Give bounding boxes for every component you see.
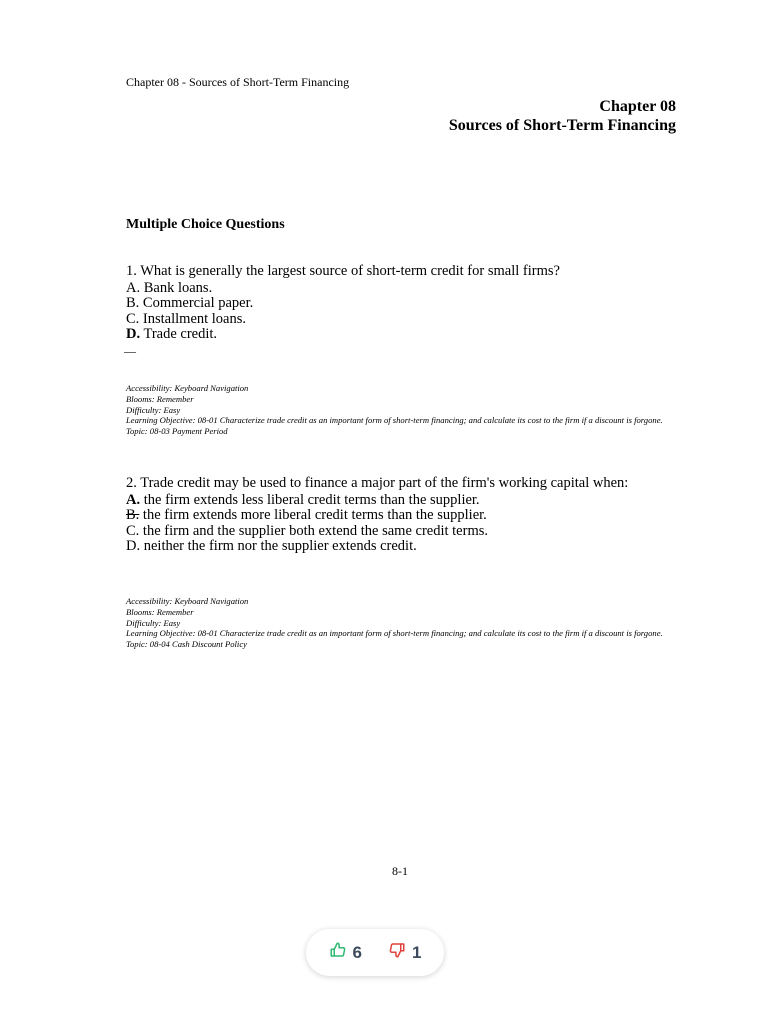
section-heading: Multiple Choice Questions (126, 217, 285, 232)
question-1-metadata (126, 383, 666, 437)
running-header: Chapter 08 - Sources of Short-Term Financing (126, 75, 350, 89)
answer-dash: — (124, 344, 136, 358)
chapter-title-block (449, 97, 676, 135)
option-letter: B. (126, 295, 140, 311)
thumbs-down-icon (388, 941, 406, 964)
question-stem: 1. What is generally the largest source of short-term credit for small firms? (126, 263, 560, 279)
question-2 (126, 476, 628, 555)
downvote-button[interactable] (388, 941, 421, 964)
option-letter: D. (126, 538, 141, 554)
option-text: Trade credit. (140, 326, 218, 342)
chapter-title: Sources of Short-Term Financing (448, 117, 676, 134)
meta-learning-objective: Learning Objective: 08-01 Characterize trade credit as an important form of short-term financing; and calculate its cost to the firm if a discount is forgone. (126, 628, 663, 639)
option-text: Bank loans. (140, 279, 213, 296)
meta-learning-objective: Learning Objective: 08-01 Characterize trade credit as an important form of short-term financing; and calculate its cost to the firm if a discount is forgone. (126, 415, 663, 426)
downvote-count: 1 (412, 942, 422, 962)
option-b (126, 296, 560, 312)
option-text: neither the firm nor the supplier extends credit. (140, 538, 417, 554)
option-text: the firm extends more liberal credit terms than the supplier. (139, 507, 487, 523)
option-letter: C. (126, 522, 140, 539)
option-letter: B. (126, 507, 140, 523)
option-d (126, 539, 628, 555)
option-c (126, 312, 560, 328)
chapter-number: Chapter 08 (599, 98, 676, 115)
meta-difficulty: Difficulty: Easy (126, 404, 181, 415)
option-letter: C. (126, 310, 140, 327)
option-text: the firm extends less liberal credit terms than the supplier. (140, 491, 480, 508)
option-text: the firm and the supplier both extend the same credit terms. (139, 522, 488, 539)
upvote-count: 6 (352, 942, 362, 962)
meta-topic: Topic: 08-04 Cash Discount Policy (126, 639, 247, 650)
option-c (126, 524, 628, 540)
thumbs-up-icon (329, 941, 347, 964)
option-a-correct (126, 493, 628, 509)
question-1 (126, 264, 560, 343)
option-b (126, 508, 628, 524)
meta-blooms: Blooms: Remember (126, 606, 194, 617)
upvote-button[interactable] (329, 941, 362, 964)
meta-accessibility: Accessibility: Keyboard Navigation (126, 383, 249, 393)
question-2-metadata (126, 596, 666, 650)
meta-blooms: Blooms: Remember (126, 393, 194, 404)
option-text: Installment loans. (139, 310, 247, 327)
option-letter: D. (126, 326, 141, 342)
option-letter: A. (126, 491, 141, 508)
option-letter: A. (126, 279, 141, 296)
vote-pill (306, 929, 444, 976)
meta-topic: Topic: 08-03 Payment Period (126, 426, 228, 437)
meta-difficulty: Difficulty: Easy (126, 617, 181, 628)
option-a (126, 281, 560, 297)
question-stem: 2. Trade credit may be used to finance a major part of the firm's working capital when: (126, 475, 629, 491)
page-number: 8-1 (392, 864, 408, 878)
option-text: Commercial paper. (139, 295, 254, 311)
meta-accessibility: Accessibility: Keyboard Navigation (126, 596, 249, 606)
option-d-correct (126, 327, 560, 343)
